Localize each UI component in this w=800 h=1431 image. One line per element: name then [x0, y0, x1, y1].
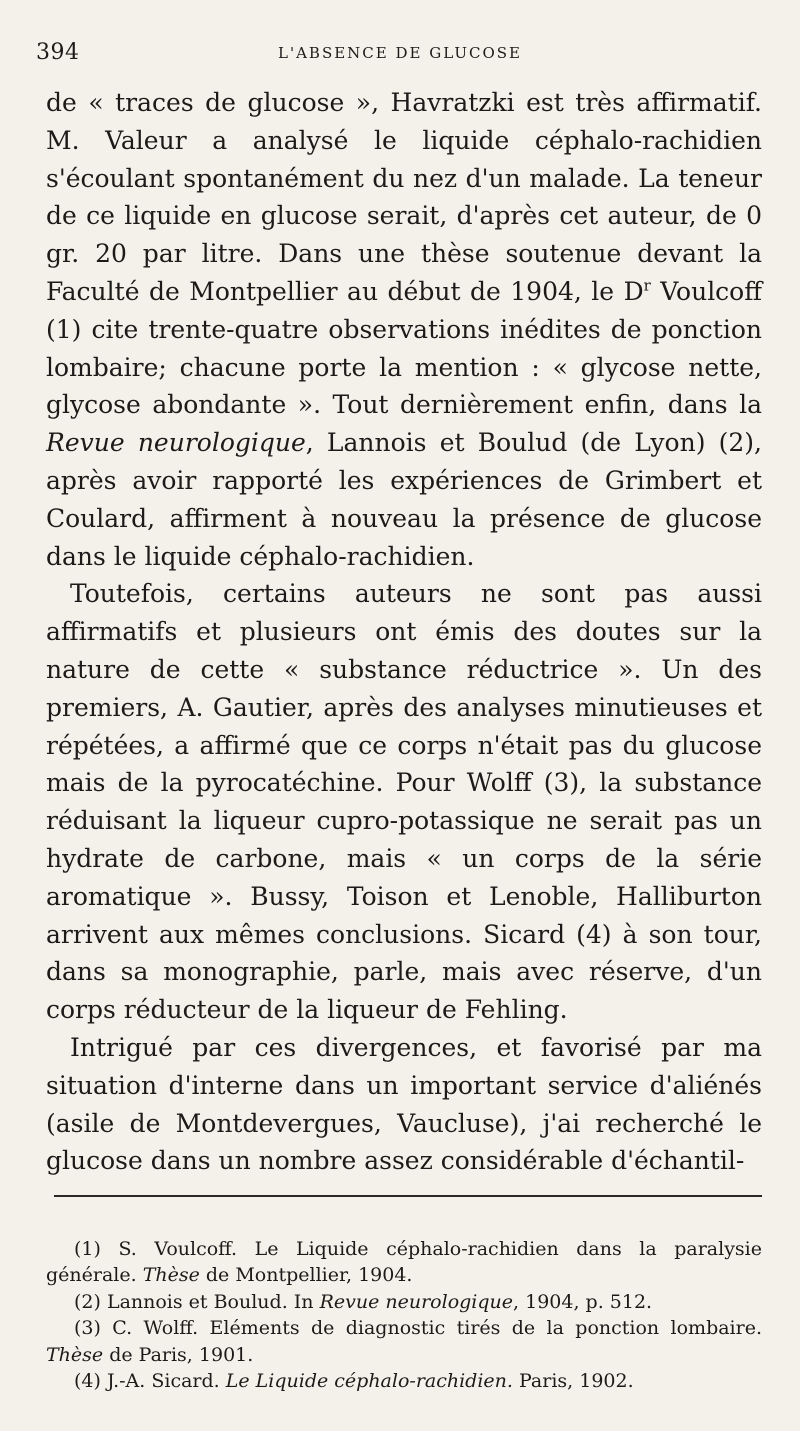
body-text: [46, 84, 762, 1180]
italic-text: Thèse: [46, 1343, 104, 1366]
page-number: 394: [36, 40, 80, 65]
text-segment: de Montpellier, 1904.: [199, 1264, 413, 1287]
superscript-text: r: [643, 276, 651, 295]
italic-text: Thèse: [142, 1264, 200, 1287]
text-segment: (3) C. Wolff. Eléments de diagnostic tirés de la ponction lombaire.: [74, 1317, 762, 1340]
footnote: [46, 1315, 762, 1368]
text-segment: (1) S. Voulcoff. Le Liquide céphalo-rachidien dans la paralysie générale.: [46, 1238, 762, 1287]
text-segment: , 1904, p. 512.: [513, 1290, 653, 1313]
italic-text: Le Liquide céphalo-rachidien.: [225, 1370, 513, 1393]
text-segment: Toutefois, certains auteurs ne sont pas aussi affirmatifs et plusieurs ont émis des doutes sur la nature de cette « substance réductrice ». Un des premiers, A. Gautier, après des analyses minutieuses et répétées, a affirmé que ce corps n'était pas du glucose mais de la pyrocatéchine. Pour Wolff (3), la substance réduisant la liqueur cupro-potassique ne serait pas un hydrate de carbone, mais « un corps de la série aromatique ». Bussy, Toison et Lenoble, Halliburton arrivent aux mêmes conclusions. Sicard (4) à son tour, dans sa monographie, parle, mais avec réserve, d'un corps réducteur de la liqueur de Fehling.: [46, 579, 762, 1025]
running-title: L'ABSENCE DE GLUCOSE: [278, 44, 522, 62]
footnotes: [46, 1236, 762, 1394]
text-segment: de « traces de glucose », Havratzki est très affirmatif. M. Valeur a analysé le liquide céphalo-rachidien s'écoulant spontanément du nez d'un malade. La teneur de ce liquide en glucose serait, d'après cet auteur, de 0 gr. 20 par litre. Dans une thèse soutenue devant la Faculté de Montpellier au début de 1904, le D: [46, 88, 762, 306]
italic-text: Revue neurologique: [46, 428, 306, 458]
body-paragraph: [46, 1029, 762, 1180]
page-header: [36, 40, 764, 72]
footnote: [46, 1289, 762, 1315]
text-segment: (4) J.-A. Sicard.: [74, 1370, 226, 1393]
footnote: [46, 1368, 762, 1394]
text-segment: (2) Lannois et Boulud. In: [74, 1290, 320, 1313]
text-segment: de Paris, 1901.: [103, 1343, 254, 1366]
text-segment: Paris, 1902.: [512, 1370, 634, 1393]
body-paragraph: [46, 575, 762, 1029]
text-segment: Voulcoff (1) cite trente-quatre observations inédites de ponction lombaire; chacune porte la mention : « glycose nette, glycose abondante ». Tout dernièrement enfin, dans la: [46, 276, 762, 420]
italic-text: Revue neurologique: [319, 1290, 514, 1313]
text-segment: Intrigué par ces divergences, et favorisé par ma situation d'interne dans un important service d'aliénés (asile de Montdevergues, Vaucluse), j'ai recherché le glucose dans un nombre assez considérable d'échantil-: [46, 1032, 762, 1176]
footnote-separator: [54, 1195, 762, 1197]
text-segment: , Lannois et Boulud (de Lyon) (2), après avoir rapporté les expériences de Grimbert et Coulard, affirment à nouveau la présence de glucose dans le liquide céphalo-rachidien.: [46, 428, 763, 571]
body-paragraph: [46, 84, 762, 575]
footnote: [46, 1236, 762, 1289]
